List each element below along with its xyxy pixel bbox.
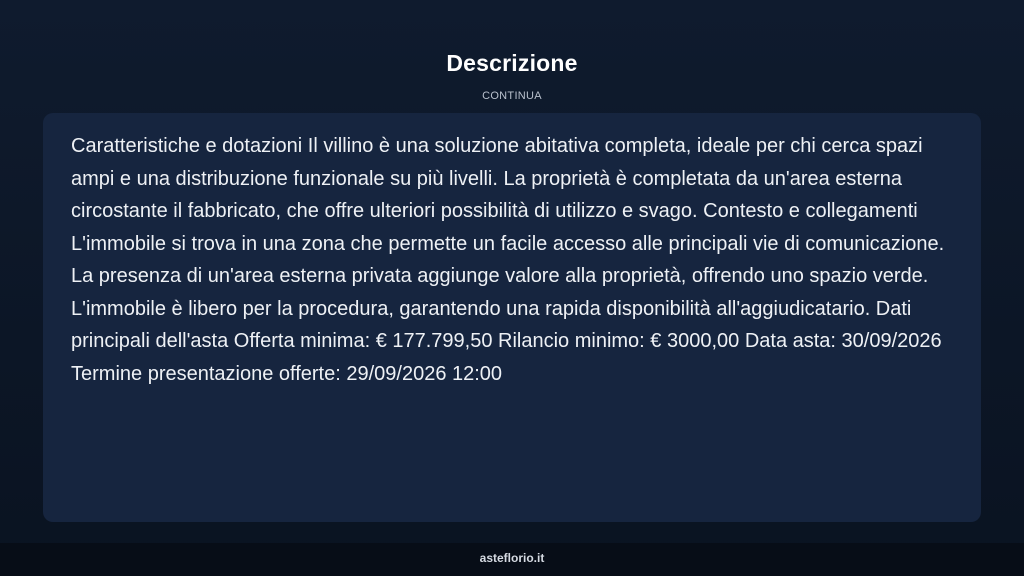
description-text: Caratteristiche e dotazioni Il villino è una soluzione abitativa completa, ideale per chi cerca spazi ampi e una distribuzione funzionale su più livelli. La proprietà è completata da un'area esterna circostante il fabbricato, che offre ulteriori possibilità di utilizzo e svago. Contesto e collegamenti L'immobile si trova in una zona che permette un facile accesso alle principali vie di comunicazione. La presenza di un'area esterna privata aggiunge valore alla proprietà, offrendo uno spazio verde. L'immobile è libero per la procedura, garantendo una rapida disponibilità all'aggiudicatario. Dati principali dell'asta Offerta minima: € 177.799,50 Rilancio minimo: € 3000,00 Data asta: 30/09/2026 Termine presentazione offerte: 29/09/2026 12:00 [71, 135, 945, 385]
footer-bar [0, 543, 1024, 576]
continue-label: CONTINUA [482, 90, 542, 102]
description-card [43, 113, 981, 522]
page-title: Descrizione [446, 50, 578, 76]
site-name: asteflorio.it [479, 551, 545, 565]
